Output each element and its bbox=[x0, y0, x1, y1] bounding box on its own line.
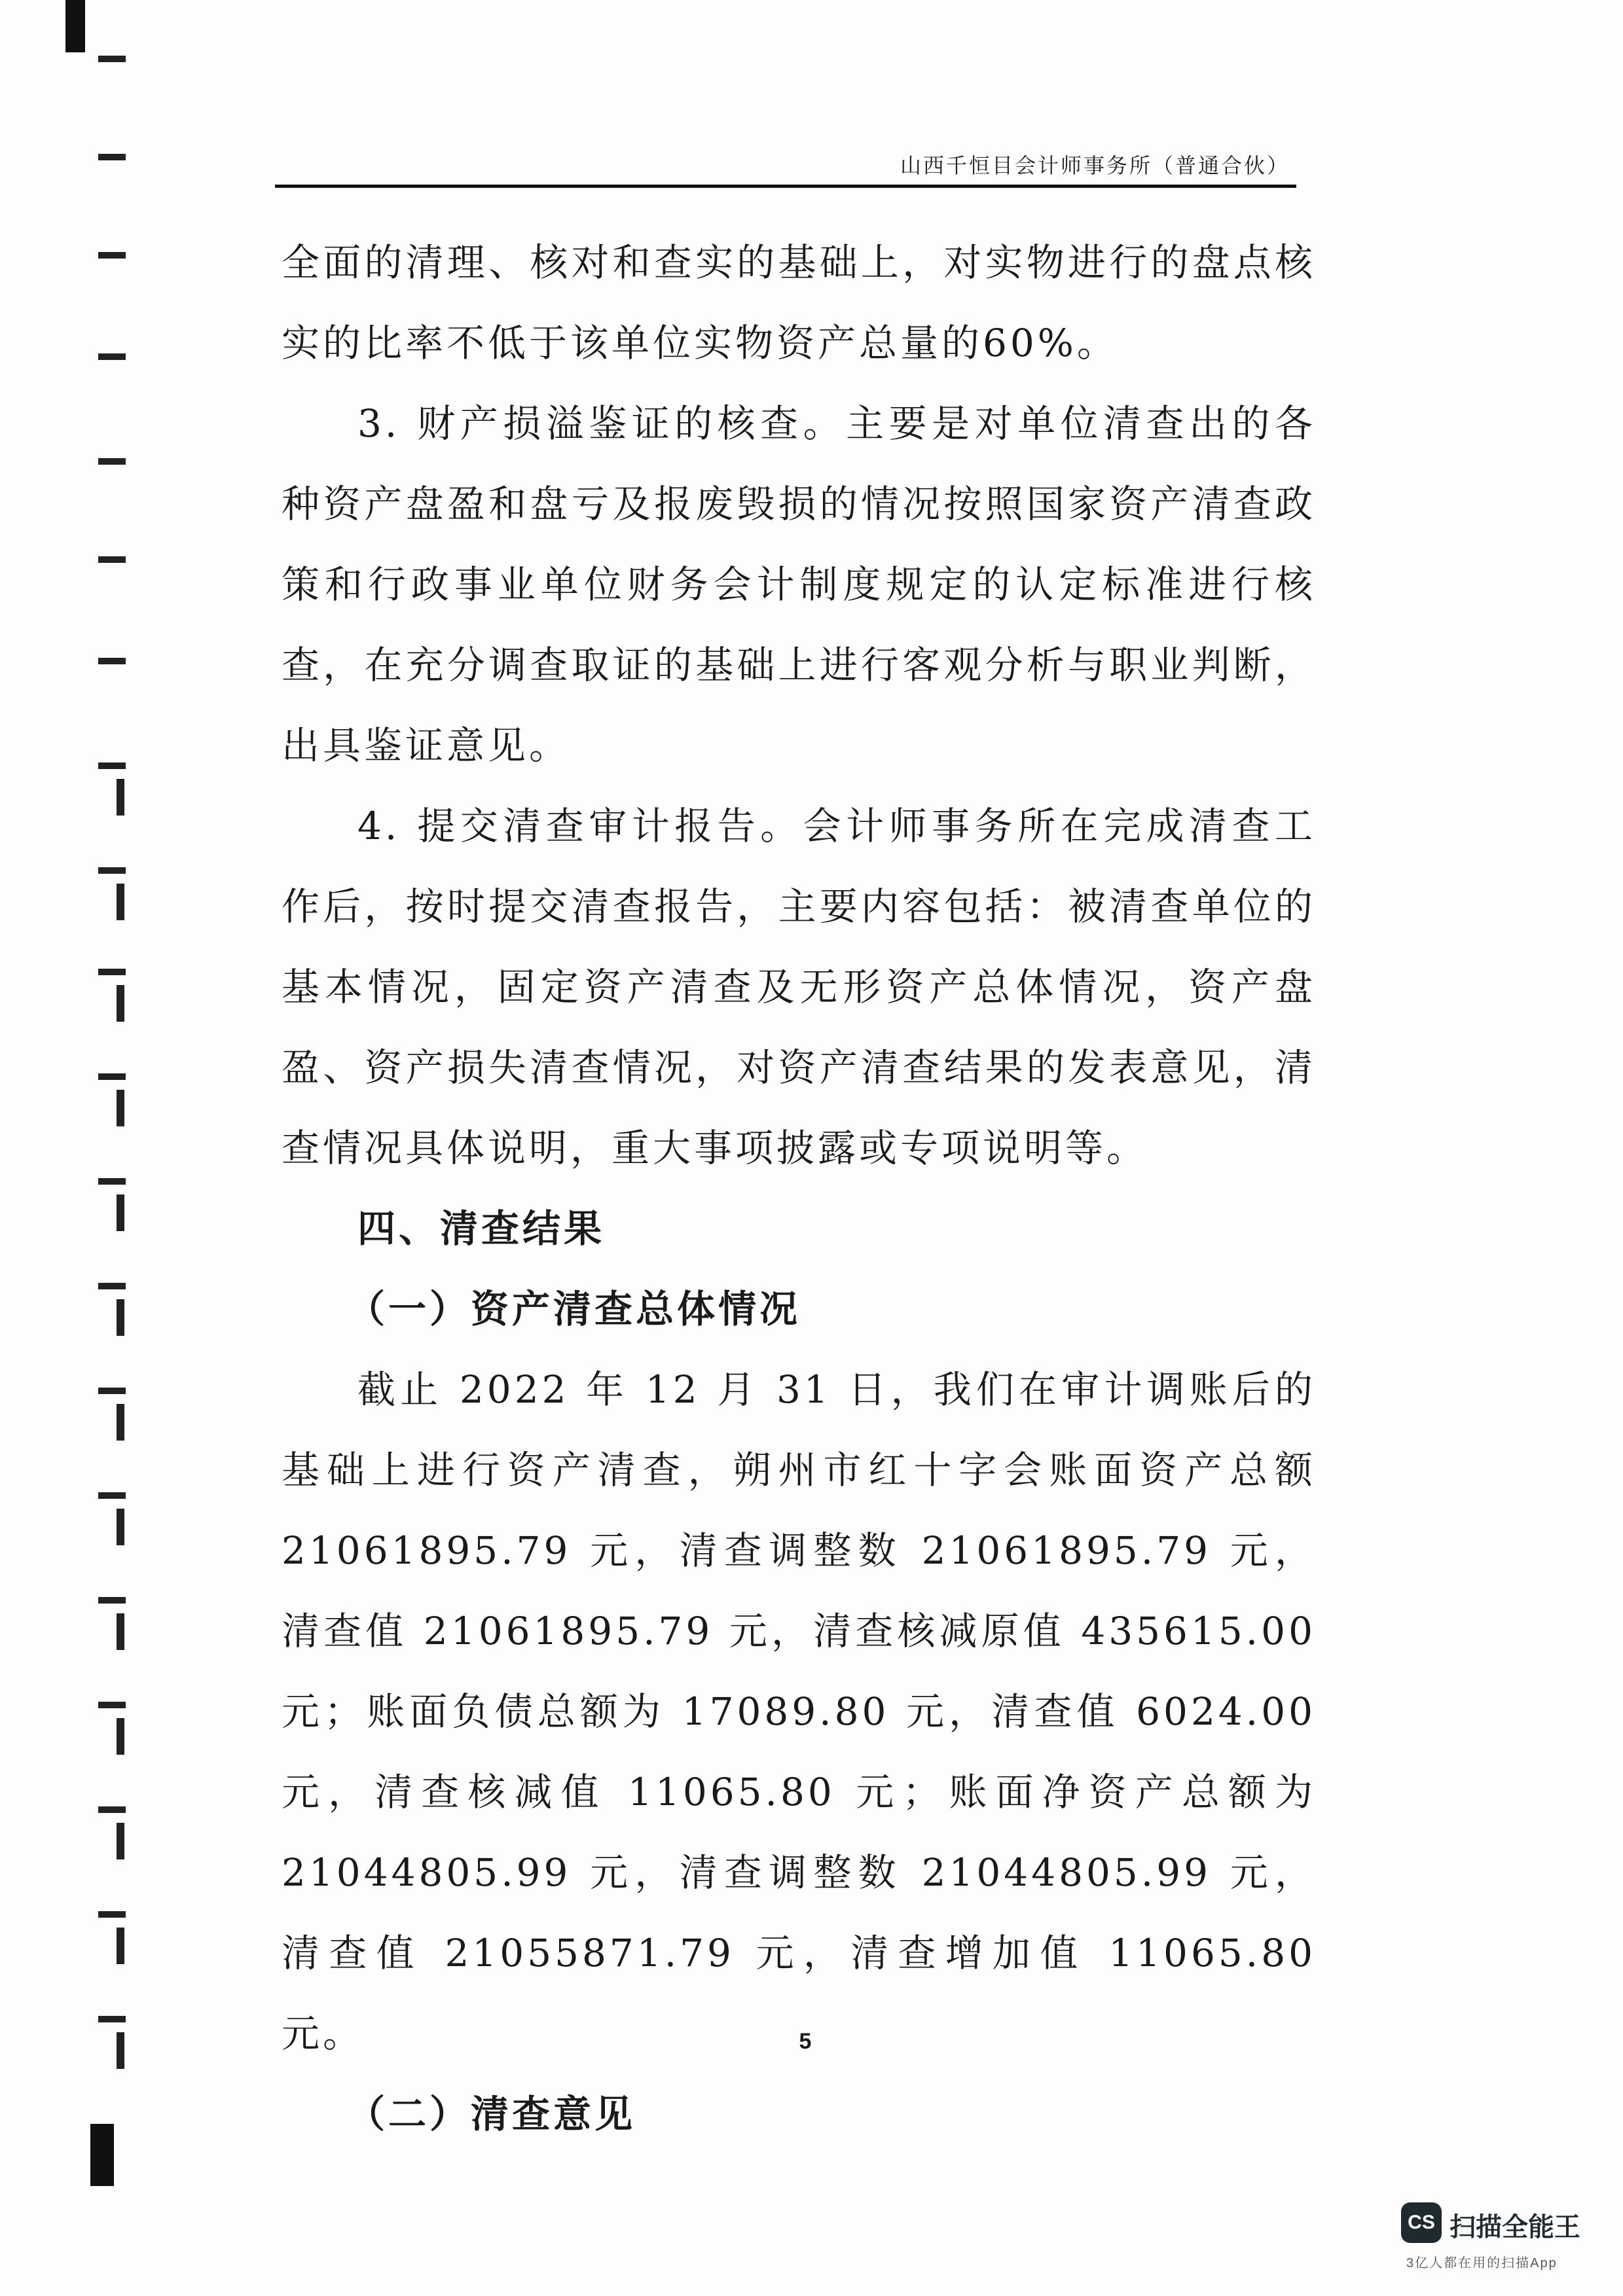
binding-mark bbox=[98, 1597, 126, 1604]
binding-tick bbox=[117, 2032, 124, 2069]
binding-tick bbox=[117, 1299, 124, 1336]
binding-tick bbox=[117, 884, 124, 920]
binding-mark bbox=[98, 1073, 126, 1080]
binding-mark bbox=[98, 556, 126, 563]
section-heading: 四、清查结果 bbox=[357, 1206, 606, 1251]
document-body bbox=[282, 223, 1316, 2155]
binding-tick bbox=[117, 1090, 124, 1126]
subsection-heading: （一）资产清查总体情况 bbox=[347, 1287, 801, 1331]
binding-block-top bbox=[65, 0, 85, 52]
binding-tick bbox=[117, 779, 124, 816]
binding-mark bbox=[98, 458, 126, 465]
binding-tick bbox=[117, 985, 124, 1022]
binding-mark bbox=[98, 56, 126, 62]
binding-mark bbox=[98, 658, 126, 664]
firm-name: 山西千恒目会计师事务所（普通合伙） bbox=[900, 153, 1290, 178]
subsection-heading: （二）清查意见 bbox=[347, 2092, 636, 2136]
binding-mark bbox=[98, 1283, 126, 1289]
binding-block-bottom bbox=[90, 2124, 114, 2186]
binding-mark bbox=[98, 1178, 126, 1185]
binding-mark bbox=[98, 154, 126, 160]
binding-mark bbox=[98, 353, 126, 360]
binding-tick bbox=[117, 1823, 124, 1859]
paragraph-item-3: 3. 财产损溢鉴证的核查。主要是对单位清查出的各种资产盘盈和盘亏及报废毁损的情况按照国家资产清查政策和行政事业单位财务会计制度规定的认定标准进行核查，在充分调查取证的基础上进行客观分析与职业判断，出具鉴证意见。 bbox=[282, 401, 1316, 768]
binding-mark bbox=[98, 867, 126, 874]
scanner-watermark bbox=[1401, 2202, 1611, 2281]
binding-tick bbox=[117, 1194, 124, 1231]
paragraph-item-4: 4. 提交清查审计报告。会计师事务所在完成清查工作后，按时提交清查报告，主要内容包括：被清查单位的基本情况，固定资产清查及无形资产总体情况，资产盘盈、资产损失清查情况，对资产清查结果的发表意见，清查情况具体说明，重大事项披露或专项说明等。 bbox=[282, 804, 1316, 1170]
binding-mark bbox=[98, 969, 126, 975]
binding-mark bbox=[98, 1702, 126, 1708]
paragraph-continuation: 全面的清理、核对和查实的基础上，对实物进行的盘点核实的比率不低于该单位实物资产总量的60%。 bbox=[282, 240, 1316, 365]
binding-tick bbox=[117, 1509, 124, 1545]
paragraph-results: 截止 2022 年 12 月 31 日，我们在审计调账后的基础上进行资产清查，朔州市红十字会账面资产总额 21061895.79 元，清查调整数 21061895.79 元，清查值 21061895.79 元，清查核减原值 435615.00 元；账面负债总额为 17089.80 元，清查值 6024.00 元，清查核减值 11065.80 元；账面净资产总额为 21044805.99 元，清查调整数 21044805.99 元，清查值 21055871.79 元，清查增加值 11065.80 元。 bbox=[282, 1367, 1316, 2056]
binding-tick bbox=[117, 1928, 124, 1964]
watermark-tagline: 3亿人都在用的扫描App bbox=[1406, 2256, 1558, 2270]
page-number: 5 bbox=[799, 2029, 812, 2054]
watermark-app-name: 扫描全能王 bbox=[1450, 2213, 1580, 2242]
binding-tick bbox=[117, 1718, 124, 1755]
binding-tick bbox=[117, 1613, 124, 1650]
binding-mark bbox=[98, 1911, 126, 1918]
camscanner-logo-icon: CS bbox=[1401, 2202, 1442, 2243]
binding-mark bbox=[98, 762, 126, 769]
binding-mark bbox=[98, 1388, 126, 1394]
binding-mark bbox=[98, 1806, 126, 1813]
binding-tick bbox=[117, 1404, 124, 1441]
binding-mark bbox=[98, 1492, 126, 1499]
binding-mark bbox=[98, 2016, 126, 2022]
page-header bbox=[275, 145, 1296, 188]
binding-mark bbox=[98, 252, 126, 259]
binding-margin bbox=[65, 0, 137, 2296]
